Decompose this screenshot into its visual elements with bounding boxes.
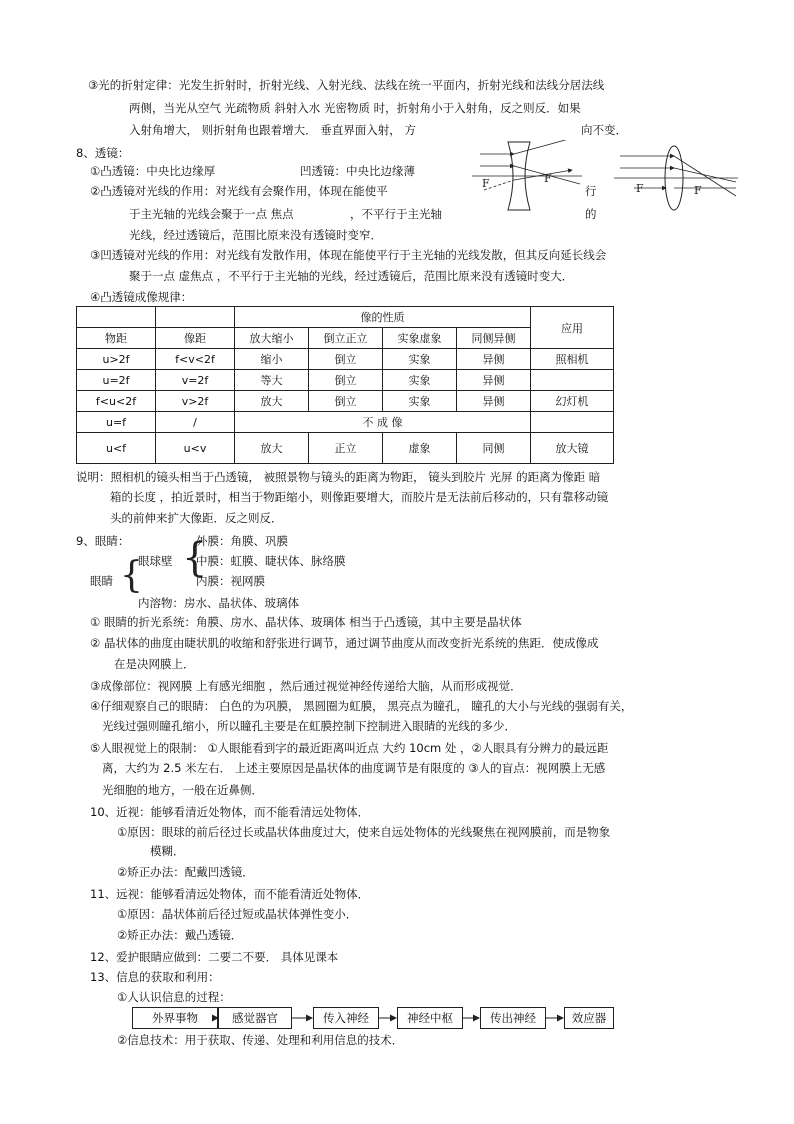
info-title: 13、信息的获取和利用： [90, 970, 220, 984]
eye-point-1: ① 眼睛的折光系统：角膜、房水、晶状体、玻璃体 相当于凸透镜，其中主要是晶状体 [90, 615, 522, 629]
hyperopia-fix: ②矫正办法：戴凸透镜． [117, 928, 243, 942]
cell-use: 放大镜 [531, 433, 614, 464]
cell-u: u>2f [77, 349, 156, 370]
header-image-nature: 像的性质 [235, 307, 531, 328]
myopia-cause-2: 模糊． [150, 844, 185, 858]
note-line-2: 箱的长度 ，拍近景时，相当于物距缩小，则像距要增大，而胶片是无法前后移动的，只有靠移动镜 [110, 490, 609, 504]
middle-membrane: 中膜：虹膜、睫状体、脉络膜 [196, 554, 346, 568]
convex-effect-line-2-end: 的 [585, 207, 597, 221]
convex-effect-line-1: ②凸透镜对光线的作用：对光线有会聚作用，体现在能使平 [90, 184, 388, 198]
flow-box-nerve-center: 神经中枢 [397, 1007, 463, 1029]
inner-membrane: 内膜：视网膜 [196, 574, 265, 588]
cell-v: v=2f [156, 370, 235, 391]
myopia-title: 10、近视：能够看清近处物体，而不能看清远处物体． [90, 805, 370, 819]
concave-effect-line-1: ③凹透镜对光线的作用：对光线有发散作用，体现在能使平行于主光轴的光线发散，但其反向延长线会 [90, 248, 607, 262]
flow-box-effector: 效应器 [564, 1007, 614, 1029]
concave-focus-left-label: F [482, 177, 490, 190]
convex-imaging-table [76, 306, 614, 464]
cell-side: 同侧 [457, 433, 531, 464]
concave-focus-right-label: F [544, 172, 552, 185]
refraction-law-line-3-end: 向不变． [581, 123, 627, 137]
hyperopia-title: 11、远视：能够看清远处物体，而不能看清近处物体． [90, 887, 370, 901]
cell-no-image: 不 成 像 [235, 412, 531, 433]
cell-v: f<v<2f [156, 349, 235, 370]
eyeball-wall-label: 眼球壁 [138, 554, 173, 568]
concave-effect-line-2: 聚于一点 虚焦点 ，不平行于主光轴的光线，经过透镜后，范围比原来没有透镜时变大． [129, 269, 574, 283]
cell-size: 等大 [235, 370, 309, 391]
eye-point-3: ③成像部位：视网膜 上有感光细胞 ，然后通过视觉神经传递给大脑，从而形成视觉． [90, 679, 522, 693]
cell-real: 虚象 [383, 433, 457, 464]
cell-orient: 倒立 [309, 370, 383, 391]
convex-focus-left-label: F [636, 182, 644, 195]
refraction-law-line-2: 两侧，当光从空气 光疏物质 斜射入水 光密物质 时，折射角小于入射角，反之则反．如果 [129, 101, 581, 115]
cell-side: 异侧 [457, 391, 531, 412]
cell-size: 放大 [235, 391, 309, 412]
cell-real: 实象 [383, 370, 457, 391]
cell-u: u=2f [77, 370, 156, 391]
convex-lens-definition: ①凸透镜：中央比边缘厚 [90, 164, 216, 178]
table-header-row [77, 307, 614, 328]
myopia-fix: ②矫正办法：配戴凹透镜． [117, 865, 254, 879]
note-line-3: 头的前伸来扩大像距．反之则反． [110, 511, 283, 525]
eye-point-5c: 光细胞的地方，一般在近鼻侧． [102, 783, 263, 797]
table-row [77, 349, 614, 370]
eye-point-4b: 光线过强则瞳孔缩小，所以瞳孔主要是在虹膜控制下控制进入眼睛的光线的多少． [102, 719, 516, 733]
concave-lens-definition: 凹透镜：中央比边缘薄 [300, 164, 415, 178]
outer-membrane: 外膜：角膜、巩膜 [196, 534, 288, 548]
eye-point-5b: 离，大约为 2.5 米左右． 上述主要原因是晶状体的曲度调节是有限度的 ③人的盲点：视网膜上无感 [102, 761, 606, 775]
header-application: 应用 [531, 307, 614, 349]
header-image-distance: 像距 [156, 328, 235, 349]
header-real-virtual: 实象虚象 [383, 328, 457, 349]
eye-point-4a: ④仔细观察自己的眼睛： 白色的为巩膜， 黑圆圈为虹膜， 黑亮点为瞳孔， 瞳孔的大小与光线的强弱有关， [90, 699, 633, 713]
concave-lens-diagram [472, 140, 582, 212]
cell-size: 放大 [235, 433, 309, 464]
cell-use: 幻灯机 [531, 391, 614, 412]
convex-effect-line-1-end: 行 [585, 184, 597, 198]
refraction-law-line-3: 入射角增大， 则折射角也跟着增大． 垂直界面入射， 方 [129, 123, 416, 137]
flow-box-afferent-nerve: 传入神经 [313, 1007, 379, 1029]
header-object-distance: 物距 [77, 328, 156, 349]
wall-brace: { [182, 535, 208, 581]
eye-point-2b: 在是决网膜上． [114, 657, 195, 671]
header-size: 放大缩小 [235, 328, 309, 349]
flow-box-sense-organ: 感觉器官 [218, 1007, 292, 1029]
eye-point-5a: ⑤人眼视觉上的限制： ①人眼能看到字的最近距离叫近点 大约 10cm 处 ，②人眼具有分辨力的最远距 [90, 741, 609, 755]
eye-contents: 内溶物：房水、晶状体、玻璃体 [138, 596, 299, 610]
header-orientation: 倒立正立 [309, 328, 383, 349]
cell-orient: 倒立 [309, 349, 383, 370]
cell-v: / [156, 412, 235, 433]
hyperopia-cause: ①原因：晶状体前后径过短或晶状体弹性变小． [117, 907, 358, 921]
table-row [77, 412, 614, 433]
refraction-law-line-1: ③光的折射定律：光发生折射时，折射光线、入射光线、法线在统一平面内，折射光线和法线分居法线 [88, 78, 605, 92]
header-side: 同侧异侧 [457, 328, 531, 349]
convex-effect-line-3: 光线，经过透镜后，范围比原来没有透镜时变窄． [129, 228, 382, 242]
cell-v: v>2f [156, 391, 235, 412]
cell-orient: 正立 [309, 433, 383, 464]
eye-title: 9、眼睛： [76, 534, 130, 548]
info-technology: ②信息技术：用于获取、传递、处理和利用信息的技术． [117, 1033, 404, 1047]
cell-use [531, 412, 614, 433]
flow-box-external-object: 外界事物 [132, 1007, 218, 1029]
cell-u: f<u<2f [77, 391, 156, 412]
cell-use: 照相机 [531, 349, 614, 370]
table-cell [156, 307, 235, 328]
cell-v: u<v [156, 433, 235, 464]
cell-size: 缩小 [235, 349, 309, 370]
info-process: ①人认识信息的过程： [117, 990, 231, 1004]
cell-u: u<f [77, 433, 156, 464]
cell-real: 实象 [383, 391, 457, 412]
table-row [77, 433, 614, 464]
cell-u: u=f [77, 412, 156, 433]
flow-arrows [0, 1007, 794, 1029]
eye-point-2a: ② 晶状体的曲度由睫状肌的收缩和舒张进行调节，通过调节曲度从而改变折光系统的焦距．使成像成 [90, 636, 599, 650]
table-row [77, 391, 614, 412]
imaging-rule-title: ④凸透镜成像规律： [90, 290, 193, 304]
lens-title: 8、透镜： [76, 146, 130, 160]
myopia-cause-1: ①原因：眼球的前后径过长或晶状体曲度过大，使来自远处物体的光线聚焦在视网膜前，而是物象 [117, 825, 611, 839]
cell-orient: 倒立 [309, 391, 383, 412]
cell-side: 异侧 [457, 370, 531, 391]
eye-brace: { [120, 555, 143, 596]
eye-label: 眼睛 [90, 574, 113, 588]
convex-effect-line-2: 于主光轴的光线会聚于一点 焦点 [129, 207, 294, 221]
convex-effect-line-2-mid: ，不平行于主光轴 [350, 207, 442, 221]
flow-box-efferent-nerve: 传出神经 [480, 1007, 546, 1029]
convex-lens-diagram [614, 142, 738, 212]
table-row [77, 370, 614, 391]
cell-side: 异侧 [457, 349, 531, 370]
cell-real: 实象 [383, 349, 457, 370]
note-line-1: 说明：照相机的镜头相当于凸透镜， 被照景物与镜头的距离为物距， 镜头到胶片 光屏 的距离为像距 暗 [76, 470, 601, 484]
eye-care: 12、爱护眼睛应做到：二要二不要． 具体见课本 [90, 950, 339, 964]
cell-use [531, 370, 614, 391]
convex-focus-right-label: F [694, 184, 702, 197]
table-cell [77, 307, 156, 328]
